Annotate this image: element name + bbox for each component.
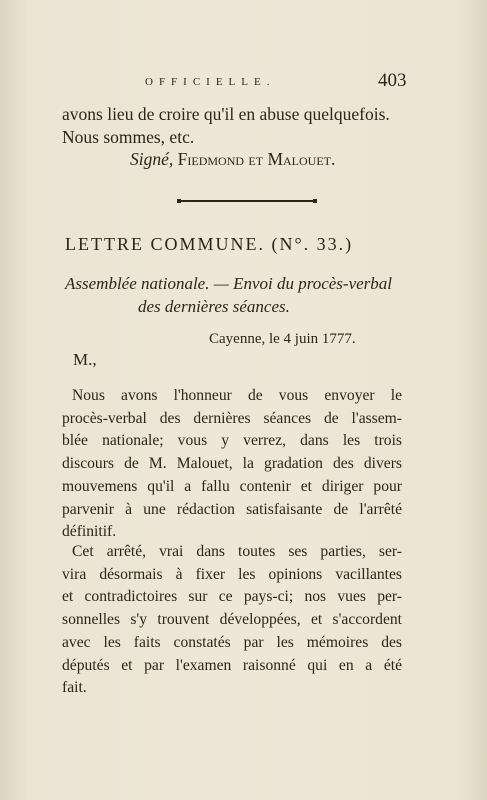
paragraph-line: et contradictoires sur ce pays-ci; nos vues per- xyxy=(62,588,402,606)
dateline: Cayenne, le 4 juin 1777. xyxy=(209,331,356,347)
paragraph-line: Cet arrêté, vrai dans toutes ses parties, ser- xyxy=(72,543,402,560)
paragraph-line: définitif. xyxy=(62,523,117,541)
paragraph-line: vira désormais à fixer les opinions vacillantes xyxy=(62,565,402,583)
subtitle-line: des dernières séances. xyxy=(138,296,290,316)
page-number: 403 xyxy=(378,70,407,91)
running-head: OFFICIELLE. xyxy=(145,76,276,88)
paragraph-1 xyxy=(62,385,402,544)
paragraph-2 xyxy=(62,541,402,700)
section-divider xyxy=(177,200,317,202)
letter-subtitle xyxy=(65,273,405,318)
paragraph-line: procès-verbal des dernières séances de l'assem- xyxy=(62,409,402,427)
letter-title: LETTRE COMMUNE. (N°. 33.) xyxy=(65,234,354,254)
text-line: avons lieu de croire qu'il en abuse quelquefois. xyxy=(62,104,390,124)
salutation: M., xyxy=(73,350,97,369)
signature-prefix: Signé, xyxy=(130,149,174,169)
paragraph-line: mouvemens qu'il a fallu contenir et diriger pour xyxy=(62,477,402,495)
paragraph-line: discours de M. Malouet, la gradation des divers xyxy=(62,455,402,473)
closing-text xyxy=(62,103,407,171)
paragraph-line: députés et par l'examen raisonné qui en a été xyxy=(62,656,402,674)
text-line: Nous sommes, etc. xyxy=(62,126,195,147)
paragraph-line: Nous avons l'honneur de vous envoyer le xyxy=(72,387,402,404)
paragraph-line: avec les faits constatés par les mémoires des xyxy=(62,633,402,651)
signature-line xyxy=(62,148,407,171)
paragraph-line: sonnelles s'y trouvent développées, et s'accordent xyxy=(62,611,402,629)
paragraph-line: parvenir à une rédaction satisfaisante de l'arrêté xyxy=(62,500,402,518)
signature-names: Fiedmond et Malouet. xyxy=(177,149,336,169)
subtitle-line: Assemblée nationale. — Envoi du procès-verbal xyxy=(65,274,393,293)
paragraph-line: blée nationale; vous y verrez, dans les trois xyxy=(62,432,402,450)
paragraph-line: fait. xyxy=(62,679,87,697)
